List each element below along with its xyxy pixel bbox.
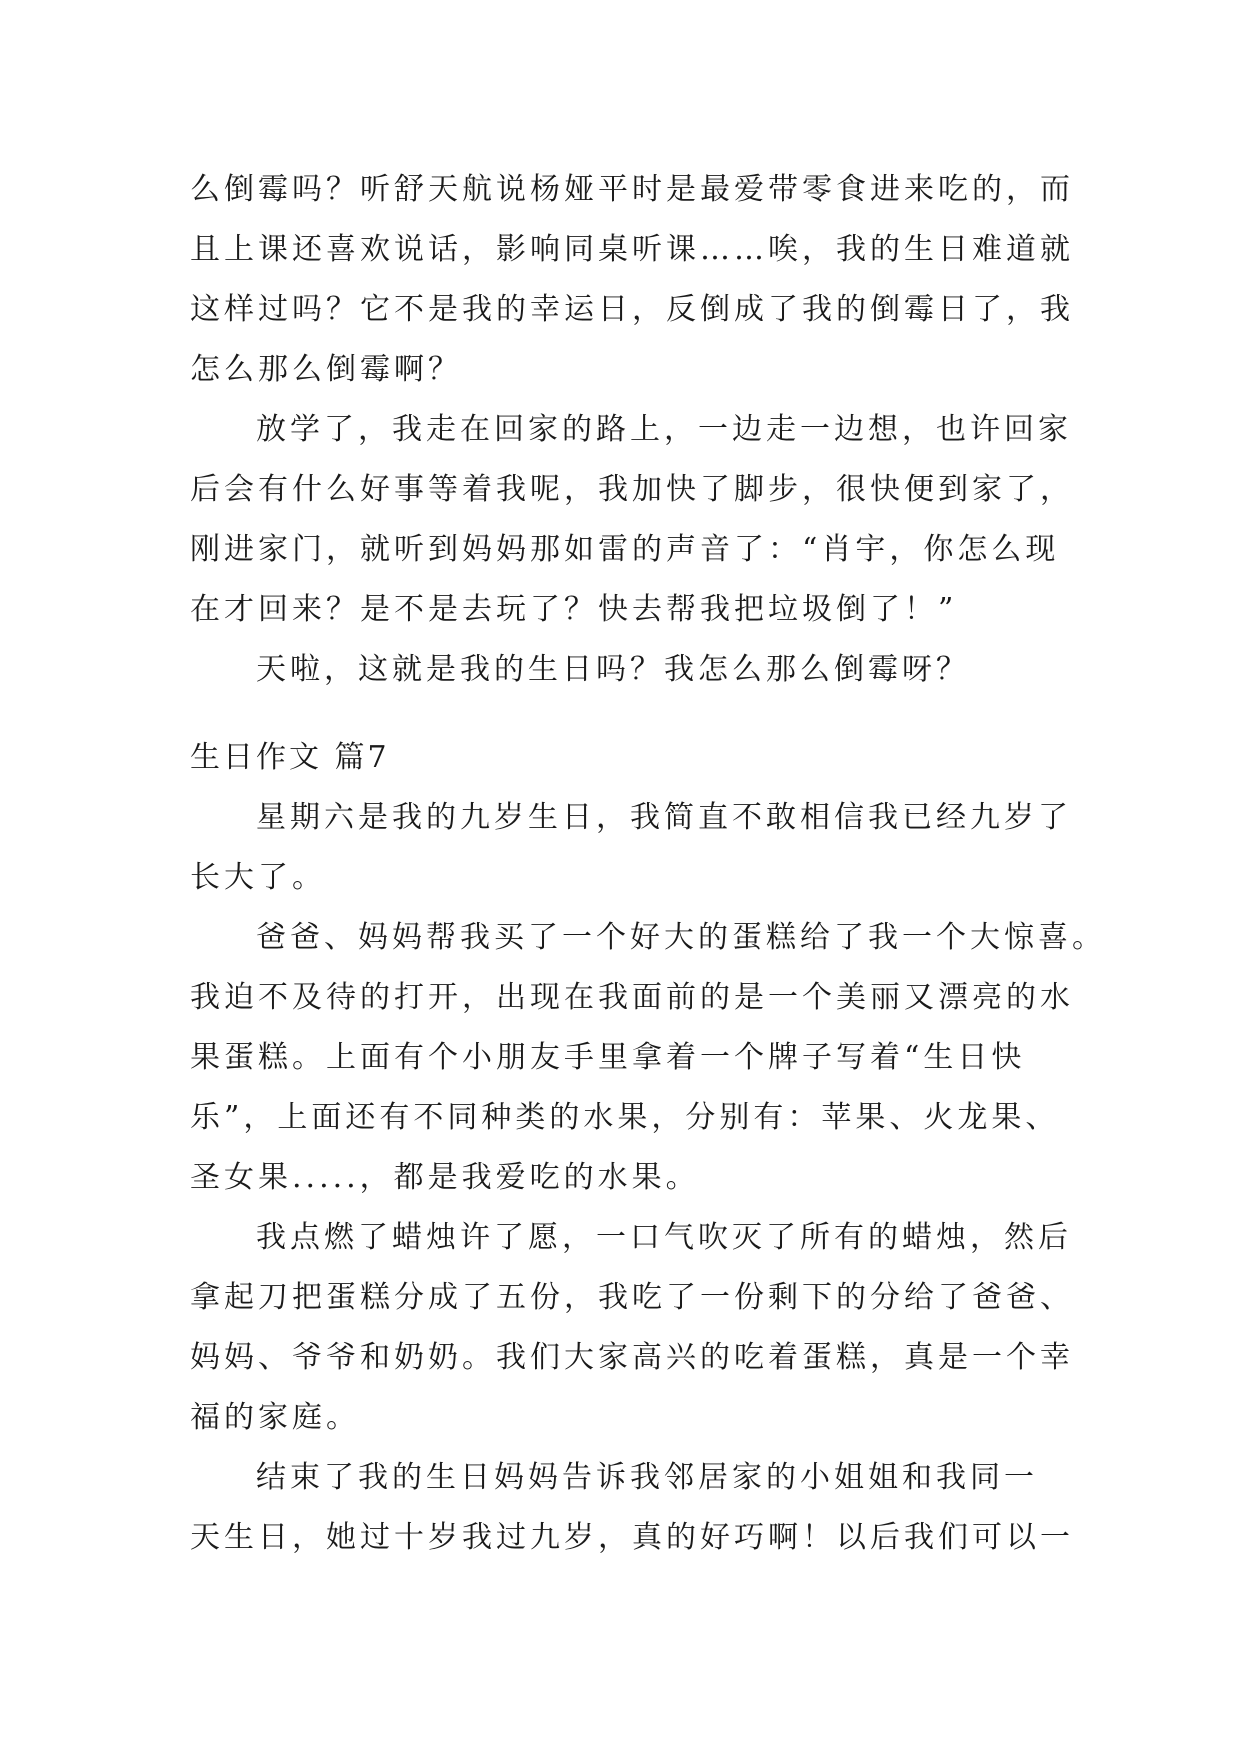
text-line: 后会有什么好事等着我呢，我加快了脚步，很快便到家了， xyxy=(190,472,1074,507)
text-line: 在才回来？是不是去玩了？快去帮我把垃圾倒了！” xyxy=(190,592,958,627)
text-line: 这样过吗？它不是我的幸运日，反倒成了我的倒霉日了，我 xyxy=(190,292,1074,327)
text-line: 天生日，她过十岁我过九岁，真的好巧啊！以后我们可以一 xyxy=(190,1520,1074,1555)
text-line: 星期六是我的九岁生日，我简直不敢相信我已经九岁了 xyxy=(256,800,1072,835)
text-line: 天啦，这就是我的生日吗？我怎么那么倒霉呀？ xyxy=(256,652,970,687)
paragraph xyxy=(190,1208,1074,1448)
paragraph xyxy=(190,788,1072,908)
paragraph xyxy=(190,908,1106,1208)
text-line: 果蛋糕。上面有个小朋友手里拿着一个牌子写着“生日快 xyxy=(190,1040,1026,1075)
paragraph xyxy=(190,160,1074,400)
text-line: 且上课还喜欢说话，影响同桌听课……唉，我的生日难道就 xyxy=(190,232,1074,267)
text-line: 拿起刀把蛋糕分成了五份，我吃了一份剩下的分给了爸爸、 xyxy=(190,1280,1074,1315)
section-heading: 生日作文 篇7 xyxy=(190,740,390,775)
text-line: 么倒霉吗？听舒天航说杨娅平时是最爱带零食进来吃的，而 xyxy=(190,172,1074,207)
text-line: 乐”，上面还有不同种类的水果，分别有：苹果、火龙果、 xyxy=(190,1100,1060,1135)
text-line: 刚进家门，就听到妈妈那如雷的声音了：“肖宇，你怎么现 xyxy=(190,532,1060,567)
text-line: 我点燃了蜡烛许了愿，一口气吹灭了所有的蜡烛，然后 xyxy=(256,1220,1072,1255)
text-line: 福的家庭。 xyxy=(190,1400,360,1435)
text-line: 爸爸、妈妈帮我买了一个好大的蛋糕给了我一个大惊喜。 xyxy=(256,920,1106,955)
paragraph xyxy=(190,640,1060,700)
document-body xyxy=(190,160,1106,1568)
text-line: 放学了，我走在回家的路上，一边走一边想，也许回家 xyxy=(256,412,1072,447)
text-line: 长大了。 xyxy=(190,860,326,895)
text-line: 圣女果.....，都是我爱吃的水果。 xyxy=(190,1160,700,1195)
text-line: 怎么那么倒霉啊？ xyxy=(190,352,462,387)
paragraph xyxy=(190,1448,1074,1568)
text-line: 妈妈、爷爷和奶奶。我们大家高兴的吃着蛋糕，真是一个幸 xyxy=(190,1340,1074,1375)
paragraph xyxy=(190,400,1074,640)
text-line: 我迫不及待的打开，出现在我面前的是一个美丽又漂亮的水 xyxy=(190,980,1074,1015)
text-line: 结束了我的生日妈妈告诉我邻居家的小姐姐和我同一 xyxy=(256,1460,1038,1495)
